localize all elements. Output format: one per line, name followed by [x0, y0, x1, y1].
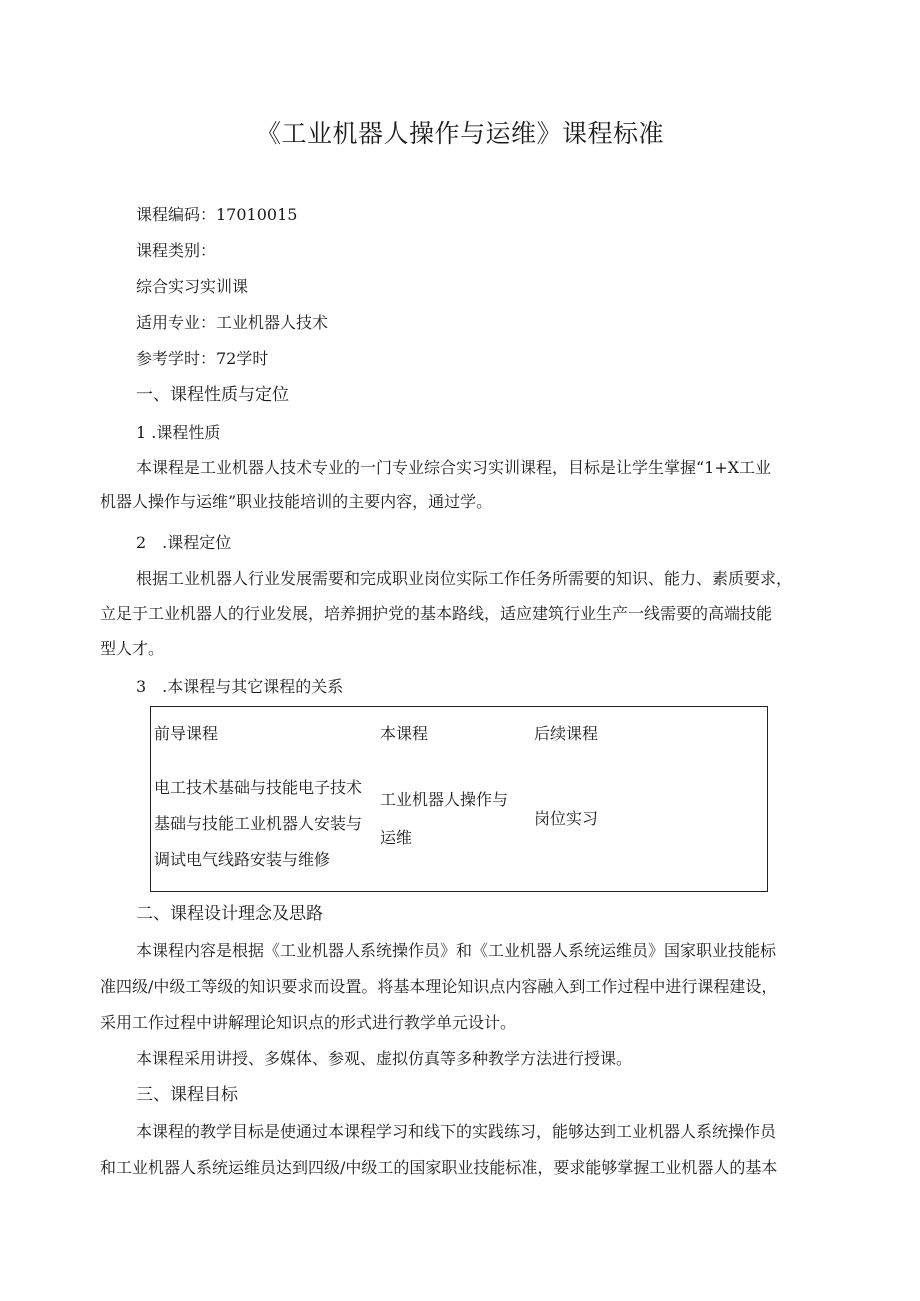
paragraph-line: 准四级/中级工等级的知识要求而设置。将基本理论知识点内容融入到工作过程中进行课程建设，: [100, 977, 778, 996]
table-header-current: 本课程: [380, 724, 429, 743]
paragraph-line: 机器人操作与运维”职业技能培训的主要内容，通过学。: [100, 492, 493, 511]
subheading-course-nature: 1 .课程性质: [136, 423, 221, 442]
course-type-value: 综合实习实训课: [136, 277, 249, 296]
course-relations-table: [150, 706, 768, 892]
document-title: 《工业机器人操作与运维》课程标准: [255, 119, 664, 148]
table-cell-prev-line2: 基础与技能工业机器人安装与: [154, 814, 363, 833]
table-cell-current-line1: 工业机器人操作与: [380, 790, 509, 809]
paragraph-line: 根据工业机器人行业发展需要和完成职业岗位实际工作任务所需要的知识、能力、素质要求，: [136, 569, 793, 588]
reference-hours: 参考学时：72学时: [136, 349, 269, 368]
paragraph-line: 立足于工业机器人的行业发展，培养拥护党的基本路线，适应建筑行业生产一线需要的高端技能: [100, 604, 773, 623]
subheading-course-positioning: 2 .课程定位: [136, 533, 232, 552]
table-cell-current-line2: 运维: [380, 828, 413, 847]
paragraph-line: 本课程采用讲授、多媒体、参观、虚拟仿真等多种教学方法进行授课。: [136, 1049, 633, 1068]
table-cell-next: 岗位实习: [534, 809, 599, 828]
section-heading-goals: 三、课程目标: [136, 1085, 238, 1105]
paragraph-line: 采用工作过程中讲解理论知识点的形式进行教学单元设计。: [100, 1013, 517, 1032]
table-cell-prev-line1: 电工技术基础与技能电子技术: [154, 778, 363, 797]
course-type-label: 课程类别：: [136, 241, 217, 260]
table-cell-prev-line3: 调试电气线路安装与维修: [154, 850, 331, 869]
paragraph-line: 和工业机器人系统运维员达到四级/中级工的国家职业技能标准，要求能够掌握工业机器人的基本: [100, 1158, 778, 1177]
table-header-prev: 前导课程: [154, 724, 219, 743]
paragraph-line: 型人才。: [100, 639, 165, 658]
paragraph-line: 本课程的教学目标是使通过本课程学习和线下的实践练习，能够达到工业机器人系统操作员: [136, 1122, 777, 1141]
table-header-next: 后续课程: [534, 724, 599, 743]
section-heading-design: 二、课程设计理念及思路: [136, 904, 323, 924]
applicable-major: 适用专业：工业机器人技术: [136, 313, 329, 332]
subheading-course-relations: 3 .本课程与其它课程的关系: [136, 677, 344, 696]
paragraph-line: 本课程是工业机器人技术专业的一门专业综合实习实训课程，目标是让学生掌握“1+X工业: [136, 458, 772, 477]
course-code: 课程编码：17010015: [136, 205, 298, 224]
section-heading-nature: 一、课程性质与定位: [136, 385, 289, 405]
paragraph-line: 本课程内容是根据《工业机器人系统操作员》和《工业机器人系统运维员》国家职业技能标: [136, 941, 777, 960]
